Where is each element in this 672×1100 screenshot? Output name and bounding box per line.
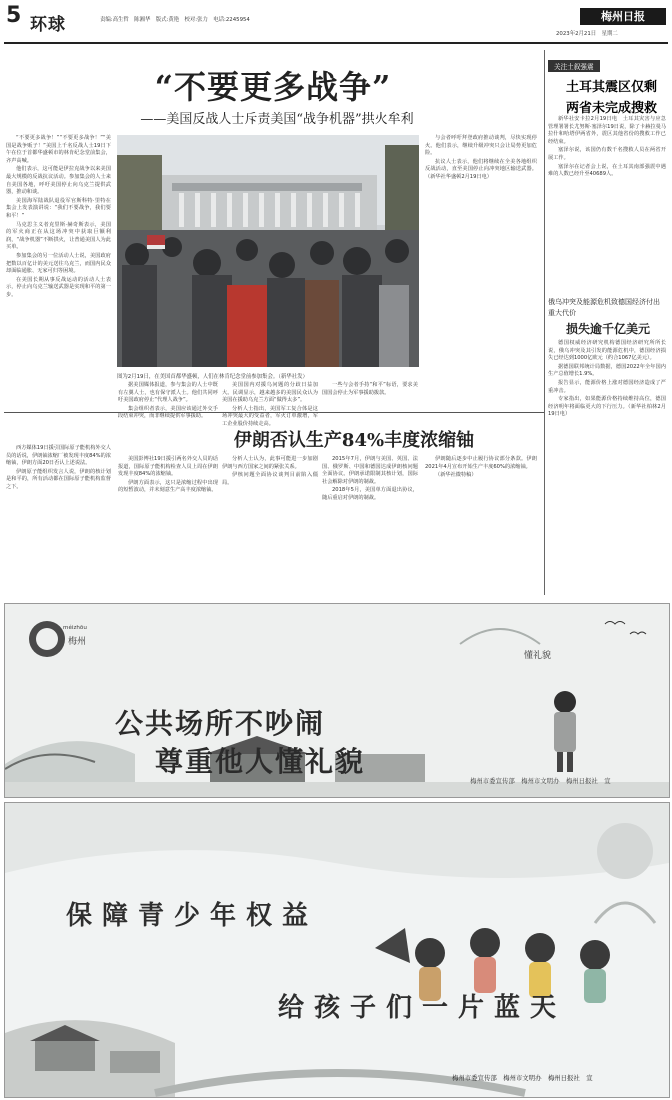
iran-article-column-1 — [6, 445, 111, 493]
sidebar-article-2-headline: 损失逾千亿美元 — [566, 322, 651, 336]
ad1-slogan-line-2: 尊重他人懂礼貌 — [155, 745, 366, 778]
ad1-sponsor-footer: 梅州市委宣传部 梅州市文明办 梅州日报社 宣 — [470, 777, 611, 785]
paragraph: 美国彭博社19日援引两名外交人员的话报道，国际原子能机构检查人员上周在伊朗发现丰度84%的浓缩铀。 — [118, 456, 218, 478]
main-article-column-4 — [222, 382, 318, 430]
paragraph: 新华社安卡拉2月19日电 土耳其灾害与应急管理署署长尤努斯·塞泽尔19日说，除了卡赫拉曼马拉什和哈塔伊两省外，震区其他省份的搜救工作已经结束。 — [548, 116, 666, 145]
sidebar-article-2-kicker: 俄乌冲突及能源危机致德国经济付出重大代价 — [548, 298, 660, 317]
section-title: 环球 — [30, 15, 66, 35]
paragraph: 参加集会的另一位活动人士说，美国政府把数以百亿计的美元送往乌克兰，而国内民众却面临通胀、无家可归等困境。 — [6, 252, 111, 275]
main-article-column-5 — [322, 382, 418, 398]
article-divider — [4, 412, 544, 413]
ad2-slogan-line-1: 保障青少年权益 — [66, 901, 319, 931]
paragraph: “不要更多战争！”“不要更多战争！”“美国是战争贩子！”美国上千名反战人士19日下午在位于首都华盛顿市的林肯纪念堂前集会，齐声高喊。 — [6, 135, 111, 164]
sidebar-divider — [544, 50, 545, 595]
header-rule — [4, 42, 668, 44]
paragraph: 美国海军陆战队退役军官斯科特·里特在集会上发表演讲说：“我们不要战争，我们要和平！” — [6, 197, 111, 219]
paragraph: 2015年7月，伊朗与美国、英国、法国、俄罗斯、中国和德国达成伊朗核问题全面协议。伊朗承诺限制其核计划，国际社会解除对伊朗的制裁。 — [322, 456, 418, 485]
iran-article-column-4 — [322, 456, 418, 504]
sidebar-headline-line-2: 两省未完成搜救 — [566, 101, 658, 116]
iran-article-column-2 — [118, 456, 218, 496]
ad2-illustration — [5, 803, 669, 1097]
photo-caption: 图为2月19日，在美国首都华盛顿，人们在林肯纪念堂前参加集会。（新华社发） — [117, 374, 308, 380]
paragraph: 伊朗随后逐步中止履行协议部分条款。伊朗2021年4月宣布开始生产丰度60%的浓缩铀。 — [425, 456, 537, 470]
ad2-slogan-line-2: 给孩子们一片蓝天 — [278, 993, 567, 1023]
paragraph: 他们表示，这可能是伊拉克战争以来美国最大规模的反战抗议活动。参加集会的人士来自美国各地，呼吁美国停止向乌克兰提供武器，推动和谈。 — [6, 166, 111, 196]
paragraph: 抗议人士表示，他们将继续在全美各地组织反战活动，直至美国停止向冲突地区输送武器。（新华社华盛顿2月19日电） — [425, 158, 537, 180]
sidebar-topic-tag: 关注土叙强震 — [548, 60, 600, 72]
paragraph: 据美国媒体报道，参与集会的人士中既有左翼人士，也有保守派人士。他们共同呼吁美国政府停止“代理人战争”。 — [118, 382, 218, 404]
page-number: 5 — [6, 3, 22, 28]
ad1-city-pinyin: méizhōu — [63, 625, 87, 631]
paragraph: 在美国长期从事反战运动的活动人士表示，停止向乌克兰输送武器是实现和平的第一步。 — [6, 276, 111, 298]
main-article-column-1 — [6, 135, 111, 300]
paragraph: 2018年5月，美国单方面退出协议，随后重启对伊朗的制裁。 — [322, 487, 418, 501]
paragraph: 马克思主义者克里斯·赫奇斯表示，美国的军火商正在从这场冲突中获取巨额利润，“战争机器”不断拱火，让普通美国人为此买单。 — [6, 221, 111, 251]
paragraph: 据德国联邦统计局数据，德国2022年全年国内生产总值增长1.9%。 — [548, 363, 666, 378]
rally-photo-illustration — [117, 135, 419, 367]
paragraph: 伊核问题全面协议谈判目前陷入僵局。 — [222, 472, 318, 486]
iran-article-column-3 — [222, 456, 318, 488]
paragraph: 德国权威经济研究机构德国经济研究所所长说，俄乌冲突及其引发的能源危机中，德国经济损失已经达到1000亿欧元（约合1067亿美元）。 — [548, 340, 666, 362]
paragraph: （新华社微特稿） — [435, 472, 477, 479]
editor-credits: 责编:高生哲 陈湘华 版式:黄艳 校对:张力 电话:2245954 — [100, 17, 250, 23]
paragraph: 分析人士认为，此事可能进一步加剧伊朗与西方国家之间的紧张关系。 — [222, 456, 318, 470]
paragraph: 一些与会者手持“和平”标语，要求美国国会停止为军事援助拨款。 — [322, 382, 418, 396]
public-service-ad-youth-rights — [4, 802, 670, 1098]
paragraph: 塞泽尔说，该国仍有数千名搜救人员在两省开展工作。 — [548, 147, 666, 161]
iran-article-column-5 — [425, 456, 537, 481]
ad1-speech-bubble: 懂礼貌 — [524, 651, 552, 661]
paragraph: 西方媒体19日援引国际原子能机构外交人员的话说，伊朗铀浓缩厂被发现丰度84%的浓缩铀，伊朗方面20日否认上述说法。 — [6, 445, 111, 467]
paragraph: 美国国内对援乌问题的分歧日益加大。民调显示，越来越多的美国民众认为美国在援助乌克兰方面“做得太多”。 — [222, 382, 318, 404]
ad1-slogan-line-1: 公共场所不吵闹 — [115, 707, 326, 740]
sidebar-article-1-body — [548, 116, 666, 180]
sidebar-article-2-body — [548, 340, 666, 420]
sidebar-headline-line-1: 土耳其震区仅剩 — [566, 80, 658, 95]
paragraph: 报告显示，能源价格上涨对德国经济造成了严重冲击。 — [548, 379, 666, 394]
main-headline: “不要更多战争” — [154, 68, 392, 106]
newspaper-masthead: 梅州日报 — [580, 8, 666, 25]
paragraph: 专家指出，如果能源价格持续维持高位，德国经济明年将面临更大的下行压力。（新华社柏林2月19日电） — [548, 396, 666, 418]
dateline: 2023年2月21日 星期二 — [556, 31, 618, 37]
paragraph: 伊朗方面表示，这只是浓缩过程中出现的短暂波动，并未刻意生产高丰度浓缩铀。 — [118, 479, 218, 494]
iran-headline: 伊朗否认生产84%丰度浓缩铀 — [233, 430, 475, 451]
main-article-column-3 — [118, 382, 218, 422]
paragraph: 分析人士指出，美国军工复合体是这场冲突最大的受益者，军火订单激增，军工企业股价持续走高。 — [222, 405, 318, 427]
paragraph: 塞泽尔在记者会上说，在土耳其南部强震中遇难的人数已经升至40689人。 — [548, 163, 666, 178]
paragraph: 与会者呼吁拜登政府推动谈判，尽快实现停火。他们表示，继续升级冲突只会让局势更加危险。 — [425, 135, 537, 157]
ad2-sponsor-footer: 梅州市委宣传部 梅州市文明办 梅州日报社 宣 — [452, 1074, 593, 1082]
rally-photo — [117, 135, 419, 367]
paragraph: 集会组织者表示，美国应该通过外交手段结束冲突，而非继续提供军事援助。 — [118, 405, 218, 420]
paragraph: 伊朗原子能组织发言人说，伊朗的核计划是和平的，所有活动都在国际原子能机构监督之下。 — [6, 468, 111, 490]
main-subheadline: ——美国反战人士斥责美国“战争机器”拱火牟利 — [140, 112, 414, 127]
main-article-column-6 — [425, 135, 537, 183]
ad1-city-name: 梅州 — [68, 637, 87, 647]
